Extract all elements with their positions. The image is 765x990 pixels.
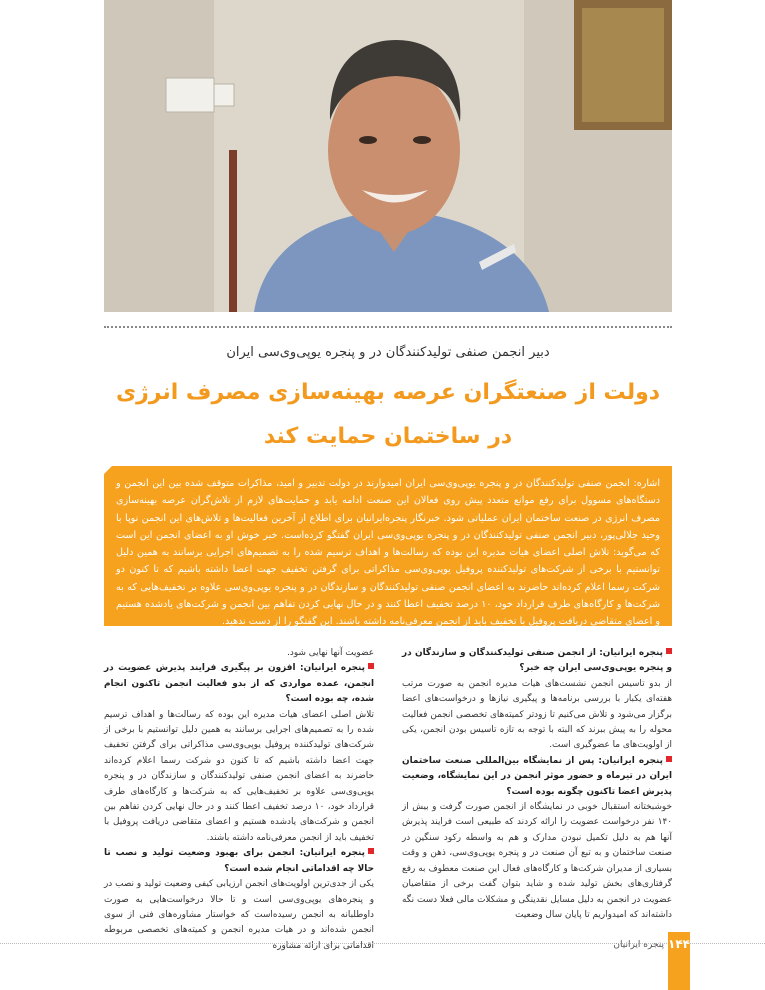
intro-text: اشاره: انجمن صنفی تولیدکنندگان در و پنجره یوپی‌وی‌سی ایران امیدوارند در دولت تدبیر و امید، مذاکرات متوقف شده بین این انجمن و دستگاه‌های مسوول برای رفع موانع متعدد پیش روی فعالان این صنعت ادامه یابد و حمایت‌های لازم از تلاش‌گران عرصه بهینه‌سازی مصرف انرژی در صنعت ساختمان ایران عملیاتی شود. خبرنگار پنجره‌ایرانیان برای اطلاع از آخرین فعالیت‌ها و تلاش‌های این انجمن نوپا با وحید جلالی‌پور، دبیر انجمن صنفی تولیدکنندگان در و پنجره یوپی‌وی‌سی ایران گفتگو کرده‌است. خبر خوش او به اعضای انجمن این است که می‌گوید: تلاش اصلی اعضای هیات مدیره این بوده که رسالت‌ها و اهداف ترسیم شده را به تصمیم‌های اجرایی برسانند به همین دلیل توانستیم با برخی از شرکت‌های تولیدکننده پروفیل یوپی‌وی‌سی مذاکراتی برای گرفتن تخفیف جهت اعضا داشته باشیم که تا کنون دو شرکت رسما اعلام کرده‌اند حاضرند به اعضای انجمن صنفی تولیدکنندگان و سازندگان در و پنجره یوپی‌وی‌سی علاوه بر تخفیف‌هایی که به شرکت‌ها و کارگاه‌های طرف قرارداد خود، ۱۰ درصد تخفیف اعطا کنند و در حال نهایی کردن تفاهم بین انجمن و شرکت‌های یادشده هستیم و اعضای متقاضی دریافت پروفیل با تخفیف باید از انجمن معرفی‌نامه داشته باشند. این گفتگو را از دست ندهید.: [116, 478, 660, 628]
headline-line-1: دولت از صنعتگران عرصه بهینه‌سازی مصرف انرژی: [115, 380, 661, 405]
answer: تلاش اصلی اعضای هیات مدیره این بوده که رسالت‌ها و اهداف ترسیم شده را به تصمیم‌های اجرایی برسانند به همین دلیل توانستیم با برخی از شرکت‌های تولیدکننده پروفیل یوپی‌وی‌سی مذاکراتی برای گرفتن تخفیف جهت اعضا داشته باشیم که تا کنون دو شرکت رسما اعلام کرده‌اند حاضرند به اعضای انجمن صنفی تولیدکنندگان و سازندگان در و پنجره یوپی‌وی‌سی علاوه بر تخفیف‌هایی که به شرکت‌ها و کارگاه‌های طرف قرارداد خود، ۱۰ درصد تخفیف اعطا کنند و در حال نهایی کردن تفاهم بین انجمن و شرکت‌های یادشده هستیم و اعضای متقاضی دریافت پروفیل با تخفیف باید از انجمن معرفی‌نامه داشته باشند.: [104, 709, 374, 843]
interviewee-subtitle: دبیر انجمن صنفی تولیدکنندگان در و پنجره یوپی‌وی‌سی ایران: [226, 345, 550, 360]
intro-corner-notch: [104, 466, 112, 474]
page-number: ۱۴۴: [668, 932, 690, 990]
column-left: [104, 646, 374, 954]
intro-box: [104, 466, 672, 626]
question: پنجره ایرانیان: انجمن برای بهبود وضعیت تولید و نصب تا حالا چه اقداماتی انجام شده است؟: [104, 848, 374, 874]
magazine-name: پنجره ایرانیان: [613, 940, 664, 950]
question: پنجره ایرانیان: افزون بر پیگیری فرایند پذیرش عضویت در انجمن، عمده مواردی که از بدو فعالیت انجمن تاکنون انجام شده، چه بوده است؟: [104, 663, 374, 705]
answer: خوشبختانه استقبال خوبی در نمایشگاه از انجمن صورت گرفت و بیش از ۱۴۰ نفر درخواست عضویت را ارائه کردند که طبیعی است فرایند پذیرش آنها هم به دلیل تکمیل نبودن مدارک و هم به واسطه رکود سنگین در صنعت ساختمان و به تبع آن صنعت در و پنجره یوپی‌وی‌سی، ذهن و وقت بسیاری از مدیران شرکت‌ها و کارگاه‌های فعال این صنعت معطوف به رفع گرفتاری‌های بخش تولید شده و شاید بتوان گفت برخی از متقاضیان عضویت در انجمن به دلیل مسایل نقدینگی و مشکلات مالی فعلا دست نگه داشته‌اند که امیدواریم تا پایان سال وضعیت: [402, 802, 672, 920]
bullet-square-icon: [666, 648, 672, 654]
answer: یکی از جدی‌ترین اولویت‌های انجمن ارزیابی کیفی وضعیت تولید و نصب در و پنجره‌های یوپی‌وی‌سی است و تا حالا درخواست‌هایی به صورت داوطلبانه به انجمن رسیده‌است که خواستار مشاوره‌های فنی از سوی انجمن شده‌اند و در هیات مدیره انجمن و کمیته‌های تخصصی مربوطه اقداماتی برای ارائه مشاوره: [104, 879, 374, 951]
question: پنجره ایرانیان: از انجمن صنفی تولیدکنندگان و سازندگان در و پنجره یوپی‌وی‌سی ایران چه خبر؟: [402, 648, 672, 674]
answer: عضویت آنها نهایی شود.: [287, 648, 374, 658]
bullet-square-icon: [368, 663, 374, 669]
headline-line-2: در ساختمان حمایت کند: [263, 424, 513, 449]
interview-photo: [104, 0, 672, 312]
question: پنجره ایرانیان: پس از نمایشگاه بین‌المللی صنعت ساختمان ایران در تیرماه و حضور موثر انجمن در این نمایشگاه، وضعیت پذیرش اعضا تاکنون چگونه بوده است؟: [402, 755, 672, 797]
top-divider: [104, 326, 672, 328]
column-right: [402, 646, 672, 923]
portrait-illustration: [104, 0, 672, 312]
answer: از بدو تاسیس انجمن نشست‌های هیات مدیره انجمن به صورت مرتب هفته‌ای یکبار با بررسی برنامه‌ها و پیگیری نیازها و درخواست‌های اعضا برگزار می‌شود و تلاش می‌کنیم تا زودتر کمیته‌های تخصصی انجمن فعالیت محوله را به پیش ببرند که البته با توجه به تازه تاسیس بودن انجمن، یکی از اولویت‌های ما عضوگیری است.: [402, 678, 672, 751]
bullet-square-icon: [666, 756, 672, 762]
bullet-square-icon: [368, 848, 374, 854]
